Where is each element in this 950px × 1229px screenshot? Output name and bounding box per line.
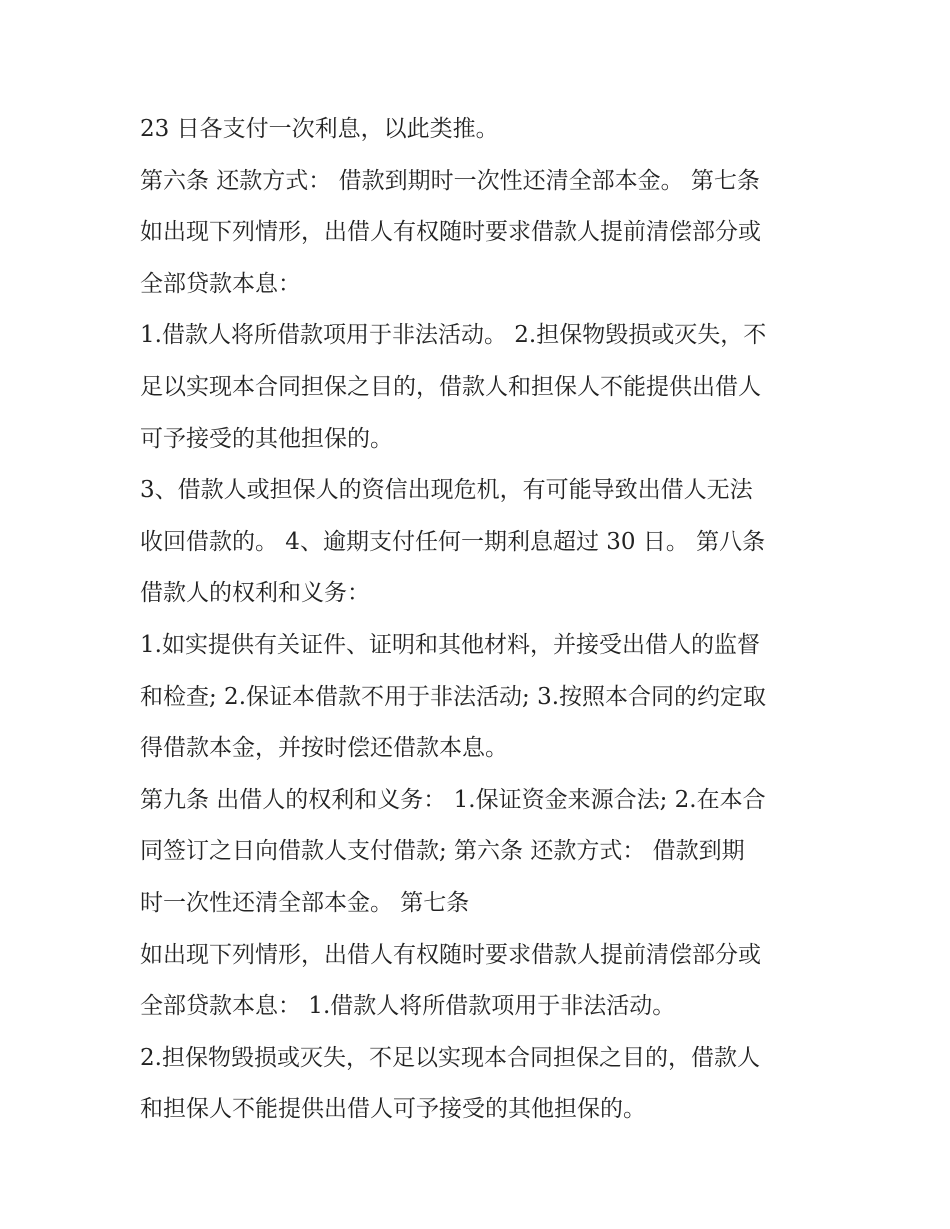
text-line: 收回借款的。 4、逾期支付任何一期利息超过 30 日。 第八条 [140, 528, 766, 555]
text-line: 全部贷款本息： 1.借款人将所借款项用于非法活动。 [140, 993, 676, 1020]
text-line: 得借款本金，并按时偿还借款本息。 [140, 735, 508, 762]
text-line: 和检查; 2.保证本借款不用于非法活动; 3.按照本合同的约定取 [140, 683, 767, 710]
text-line: 1.借款人将所借款项用于非法活动。 2.担保物毁损或灭失，不 [140, 322, 767, 349]
text-line: 第九条 出借人的权利和义务： 1.保证资金来源合法; 2.在本合 [140, 786, 766, 813]
text-line: 1.如实提供有关证件、证明和其他材料，并接受出借人的监督 [140, 631, 760, 658]
text-line: 足以实现本合同担保之目的，借款人和担保人不能提供出借人 [140, 373, 761, 400]
text-line: 2.担保物毁损或灭失，不足以实现本合同担保之目的，借款人 [140, 1044, 760, 1071]
document-body [140, 104, 840, 1136]
text-line: 时一次性还清全部本金。 第七条 [140, 889, 470, 916]
text-line: 3、借款人或担保人的资信出现危机，有可能导致出借人无法 [140, 477, 753, 504]
text-line: 如出现下列情形，出借人有权随时要求借款人提前清偿部分或 [140, 941, 761, 968]
text-line: 如出现下列情形，出借人有权随时要求借款人提前清偿部分或 [140, 219, 761, 246]
text-line: 可予接受的其他担保的。 [140, 425, 393, 452]
text-line: 借款人的权利和义务： [140, 580, 370, 607]
text-line: 第六条 还款方式： 借款到期时一次性还清全部本金。 第七条 [140, 167, 760, 194]
text-line: 同签订之日向借款人支付借款; 第六条 还款方式： 借款到期 [140, 838, 745, 865]
text-line: 23 日各支付一次利息，以此类推。 [140, 116, 499, 142]
text-line: 全部贷款本息： [140, 270, 301, 297]
text-line: 和担保人不能提供出借人可予接受的其他担保的。 [140, 1096, 646, 1123]
